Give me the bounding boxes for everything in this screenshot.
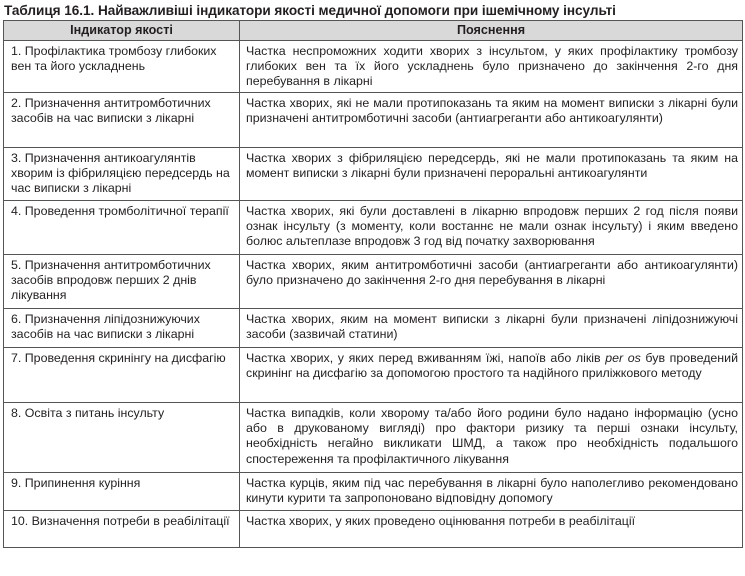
explanation-cell: Частка хворих, які були доставлені в лікарню впродовж перших 2 год після появи ознак інсульту (з моменту, коли востаннє не мали ознак інсульту) і яким введено болюс альтеплазе впродовж 3 год від початку захворювання	[240, 201, 743, 255]
column-header-indicator: Індикатор якості	[4, 21, 240, 41]
explanation-text: Частка хворих, у яких перед вживанням їжі, напоїв або ліків	[246, 351, 606, 365]
table-row	[4, 511, 743, 548]
explanation-cell: Частка хворих, яким на момент виписки з лікарні були призначені ліпідознижуючі засоби (зазвичай статини)	[240, 309, 743, 348]
explanation-text: був проведений скринінг на дисфагію за допомогою простого та надійного приліжкового методу	[246, 351, 738, 381]
explanation-cell: Частка хворих з фібриляцією передсердь, які не мали протипоказань та яким на момент виписки з лікарні були призначені пероральні антикоагулянти	[240, 148, 743, 201]
explanation-cell: Частка неспроможних ходити хворих з інсультом, у яких профілактику тромбозу глибоких вен та їх його ускладнень було призначено до закінчення 2-го дня перебування в лікарні	[240, 41, 743, 93]
indicator-cell: 5. Призначення антитромботичних засобів впродовж перших 2 днів лікування	[4, 255, 240, 309]
explanation-cell: Частка хворих, у яких проведено оцінювання потреби в реабілітації	[240, 511, 743, 548]
indicator-cell: 1. Профілактика тромбозу глибоких вен та його ускладнень	[4, 41, 240, 93]
explanation-cell: Частка курців, яким під час перебування в лікарні було наполегливо рекомендовано кинути курити та запропоновано відповідну допомогу	[240, 473, 743, 511]
column-header-explanation: Пояснення	[240, 21, 743, 41]
indicator-cell: 8. Освіта з питань інсульту	[4, 403, 240, 473]
explanation-cell: Частка хворих, які не мали протипоказань та яким на момент виписки з лікарні були призначені антитромботичні засоби (антиагреганти або антикоагулянти)	[240, 93, 743, 148]
table-row	[4, 255, 743, 309]
table-row	[4, 473, 743, 511]
quality-indicators-table	[3, 20, 743, 548]
table-caption: Таблиця 16.1. Найважливіші індикатори якості медичної допомоги при ішемічному інсульті	[4, 3, 616, 18]
explanation-cell	[240, 348, 743, 403]
table-row	[4, 148, 743, 201]
table-row	[4, 403, 743, 473]
table-row	[4, 93, 743, 148]
indicator-cell: 7. Проведення скринінгу на дисфагію	[4, 348, 240, 403]
explanation-italic-term: per os	[605, 351, 641, 365]
table-row	[4, 41, 743, 93]
indicator-cell: 10. Визначення потреби в реабілітації	[4, 511, 240, 548]
table-header-row	[4, 21, 743, 41]
indicator-cell: 9. Припинення куріння	[4, 473, 240, 511]
table-row	[4, 309, 743, 348]
table-row	[4, 348, 743, 403]
indicator-cell: 6. Призначення ліпідознижуючих засобів на час виписки з лікарні	[4, 309, 240, 348]
indicator-cell: 3. Призначення антикоагулянтів хворим із фібриляцією передсердь на час виписки з лікарні	[4, 148, 240, 201]
table-row	[4, 201, 743, 255]
indicator-cell: 2. Призначення антитромботичних засобів на час виписки з лікарні	[4, 93, 240, 148]
explanation-cell: Частка хворих, яким антитромботичні засоби (антиагреганти або антикоагулянти) було призначено до закінчення 2-го дня перебування в лікарні	[240, 255, 743, 309]
explanation-cell: Частка випадків, коли хворому та/або його родини було надано інформацію (усно або в друкованому вигляді) про фактори ризику та перші ознаки інсульту, необхідність негайно викликати ШМД, а також про необхідність подальшого спостереження та профілактичного лікування	[240, 403, 743, 473]
indicator-cell: 4. Проведення тромболітичної терапії	[4, 201, 240, 255]
